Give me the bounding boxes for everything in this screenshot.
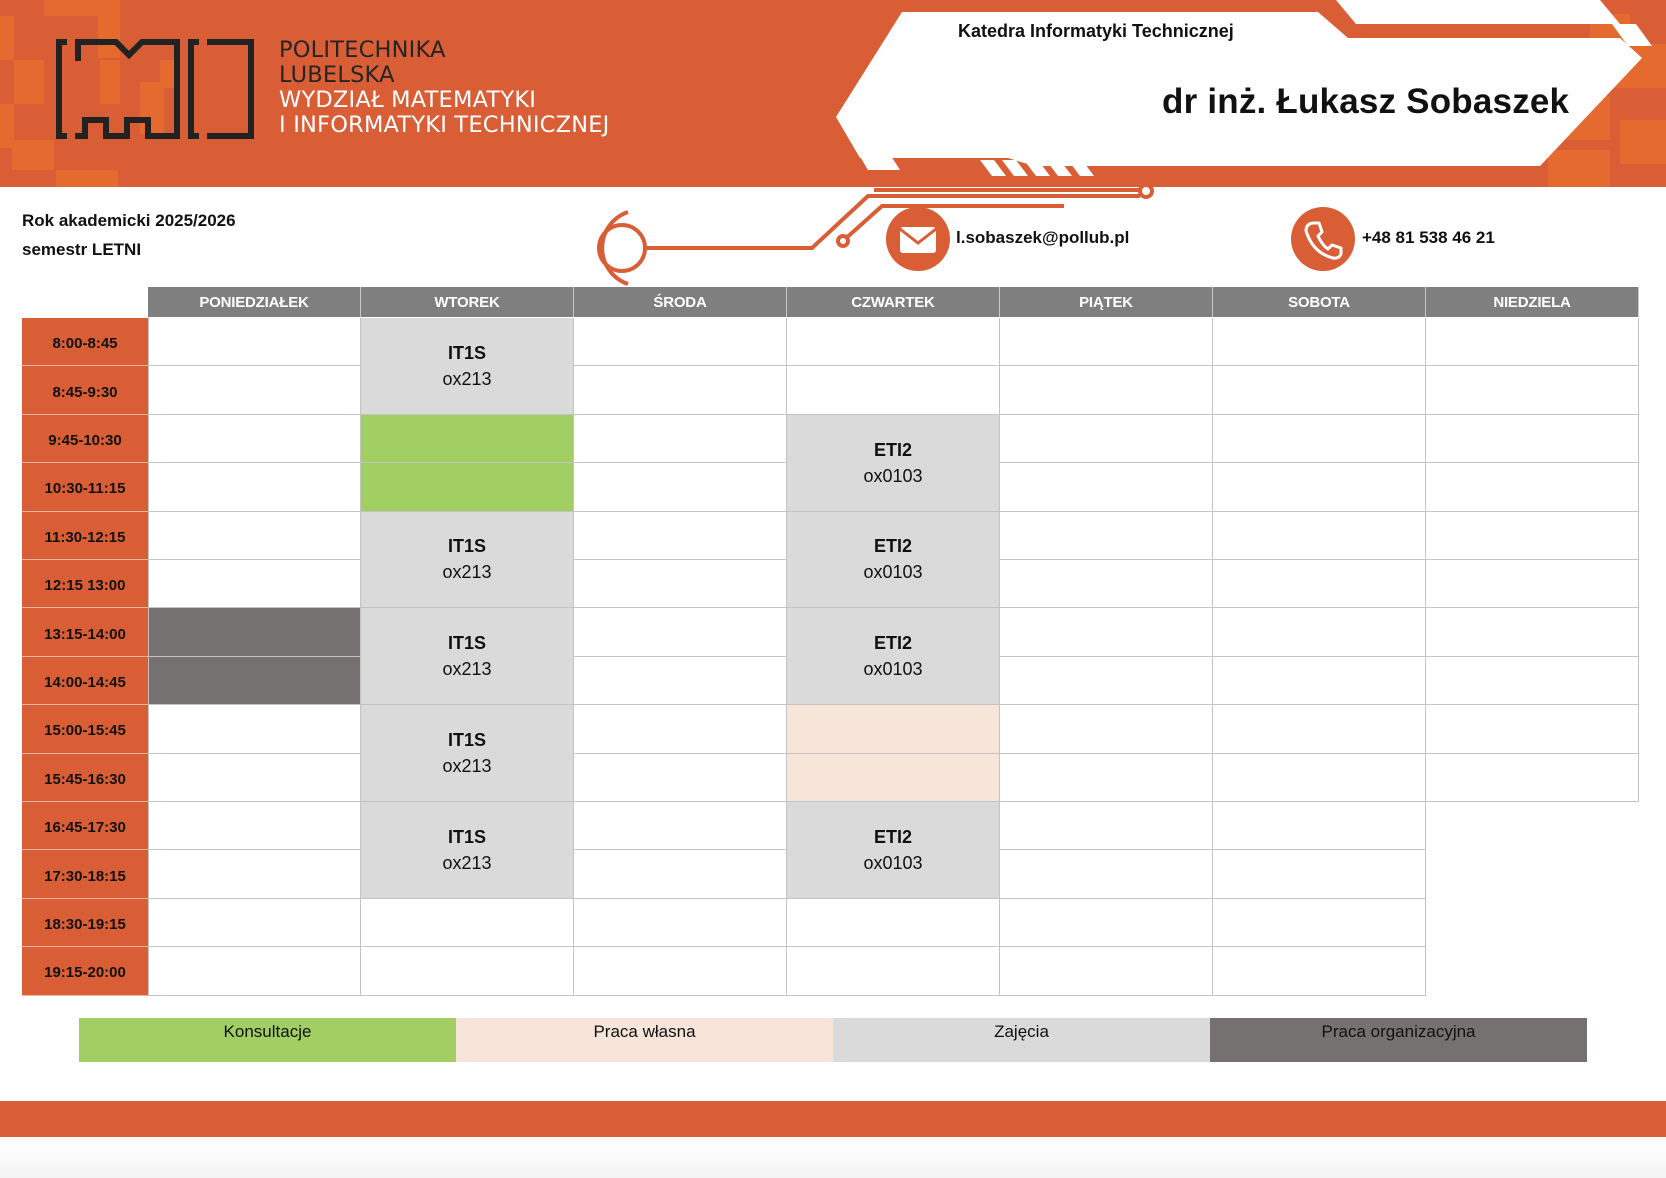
schedule-block-zajecia[interactable]	[361, 512, 574, 609]
class-room: ox213	[442, 756, 492, 777]
schedule-cell-empty[interactable]	[574, 415, 787, 463]
schedule-cell-empty[interactable]	[148, 560, 361, 608]
class-group: IT1S	[447, 633, 486, 654]
faculty-line-2: I INFORMATYKI TECHNICZNEJ	[279, 112, 610, 138]
schedule-cell-empty[interactable]	[574, 850, 787, 898]
schedule-cell-empty[interactable]	[1426, 657, 1639, 705]
schedule-cell-empty[interactable]	[1426, 366, 1639, 414]
schedule-cell-empty[interactable]	[574, 366, 787, 414]
schedule-cell-empty[interactable]	[574, 947, 787, 995]
time-slot-label: 19:15-20:00	[22, 947, 148, 995]
time-slot-label: 11:30-12:15	[22, 512, 148, 560]
schedule-cell-empty[interactable]	[1426, 463, 1639, 511]
schedule-cell-empty[interactable]	[148, 512, 361, 560]
class-group: IT1S	[447, 826, 486, 847]
schedule-cell-empty[interactable]	[1000, 318, 1213, 366]
schedule-block-konsultacje[interactable]	[361, 463, 574, 511]
faculty-line-1: WYDZIAŁ MATEMATYKI	[279, 87, 537, 113]
schedule-cell-empty[interactable]	[1426, 512, 1639, 560]
schedule-cell-empty[interactable]	[148, 802, 361, 850]
legend-item-praca-wlasna: Praca własna	[456, 1018, 833, 1062]
class-room: ox0103	[863, 562, 923, 583]
legend-item-konsultacje: Konsultacje	[79, 1018, 456, 1062]
time-slot-label: 8:45-9:30	[22, 366, 148, 414]
schedule-block-zajecia[interactable]	[361, 705, 574, 802]
day-header: ŚRODA	[574, 287, 787, 317]
schedule-cell-empty[interactable]	[361, 947, 574, 995]
phone-number: +48 81 538 46 21	[1362, 228, 1495, 247]
university-line-2: LUBELSKA	[279, 62, 395, 88]
schedule-cell-empty[interactable]	[1426, 754, 1639, 802]
time-slot-label: 17:30-18:15	[22, 850, 148, 898]
time-slot-label: 10:30-11:15	[22, 463, 148, 511]
time-slot-label: 9:45-10:30	[22, 415, 148, 463]
schedule-cell-empty[interactable]	[148, 318, 361, 366]
class-room: ox0103	[863, 659, 923, 680]
schedule-cell-empty[interactable]	[574, 657, 787, 705]
schedule-cell-empty[interactable]	[1426, 560, 1639, 608]
schedule-cell-empty[interactable]	[1000, 657, 1213, 705]
schedule-block-zajecia[interactable]	[787, 415, 1000, 512]
class-group: IT1S	[447, 536, 486, 557]
schedule-cell-empty[interactable]	[1213, 802, 1426, 850]
university-line-1: POLITECHNIKA	[279, 37, 446, 63]
time-slot-label: 16:45-17:30	[22, 802, 148, 850]
time-slot-label: 8:00-8:45	[22, 318, 148, 366]
schedule-cell-empty[interactable]	[1000, 366, 1213, 414]
legend	[79, 1018, 1587, 1062]
grid-divider	[148, 317, 149, 995]
schedule-cell-empty[interactable]	[148, 705, 361, 753]
class-room: ox213	[442, 562, 492, 583]
schedule-cell-empty[interactable]	[787, 318, 1000, 366]
class-room: ox0103	[863, 852, 923, 873]
schedule-cell-empty[interactable]	[787, 899, 1000, 947]
schedule-cell-empty[interactable]	[1426, 415, 1639, 463]
schedule-cell-empty[interactable]	[574, 802, 787, 850]
schedule-cell-empty[interactable]	[148, 754, 361, 802]
class-room: ox213	[442, 852, 492, 873]
day-header: CZWARTEK	[787, 287, 1000, 317]
schedule-cell-empty[interactable]	[148, 415, 361, 463]
schedule-cell-empty[interactable]	[574, 608, 787, 656]
schedule-cell-empty[interactable]	[148, 947, 361, 995]
legend-item-praca-organizacyjna: Praca organizacyjna	[1210, 1018, 1587, 1062]
schedule-cell-empty[interactable]	[1213, 366, 1426, 414]
schedule-cell-empty[interactable]	[1000, 705, 1213, 753]
schedule-table	[22, 287, 1642, 997]
schedule-cell-empty[interactable]	[574, 463, 787, 511]
schedule-block-zajecia[interactable]	[787, 802, 1000, 899]
schedule-cell-empty[interactable]	[1426, 318, 1639, 366]
time-slot-label: 15:45-16:30	[22, 754, 148, 802]
schedule-cell-empty[interactable]	[1213, 415, 1426, 463]
day-header: SOBOTA	[1213, 287, 1426, 317]
schedule-cell-empty[interactable]	[361, 899, 574, 947]
footer-band	[0, 1101, 1666, 1137]
phone-icon	[1291, 207, 1355, 271]
schedule-cell-empty[interactable]	[787, 947, 1000, 995]
schedule-block-praca-organizacyjna[interactable]	[148, 657, 361, 705]
footer-fade	[0, 1138, 1666, 1178]
schedule-cell-empty[interactable]	[1426, 705, 1639, 753]
schedule-cell-empty[interactable]	[574, 512, 787, 560]
schedule-cell-empty[interactable]	[574, 318, 787, 366]
day-header: PIĄTEK	[1000, 287, 1213, 317]
class-group: ETI2	[873, 439, 912, 460]
schedule-block-praca-wlasna[interactable]	[787, 705, 1000, 753]
schedule-cell-empty[interactable]	[1213, 754, 1426, 802]
time-slot-label: 15:00-15:45	[22, 705, 148, 753]
time-slot-label: 13:15-14:00	[22, 608, 148, 656]
schedule-cell-empty[interactable]	[1000, 560, 1213, 608]
class-group: ETI2	[873, 536, 912, 557]
schedule-cell-empty[interactable]	[574, 705, 787, 753]
schedule-cell-empty[interactable]	[1213, 463, 1426, 511]
email-link[interactable]: l.sobaszek@pollub.pl	[956, 228, 1130, 247]
schedule-cell-empty[interactable]	[1000, 802, 1213, 850]
class-group: ETI2	[873, 633, 912, 654]
class-room: ox0103	[863, 465, 923, 486]
schedule-cell-empty[interactable]	[1426, 608, 1639, 656]
schedule-block-zajecia[interactable]	[361, 318, 574, 415]
schedule-cell-empty[interactable]	[1213, 608, 1426, 656]
time-slot-label: 12:15 13:00	[22, 560, 148, 608]
schedule-cell-empty[interactable]	[1000, 899, 1213, 947]
schedule-block-praca-organizacyjna[interactable]	[148, 608, 361, 656]
schedule-cell-empty[interactable]	[148, 899, 361, 947]
schedule-cell-empty[interactable]	[1213, 850, 1426, 898]
schedule-cell-empty[interactable]	[787, 366, 1000, 414]
department-name: Katedra Informatyki Technicznej	[958, 21, 1234, 41]
schedule-block-zajecia[interactable]	[787, 608, 1000, 705]
schedule-cell-empty[interactable]	[574, 754, 787, 802]
schedule-cell-empty[interactable]	[148, 463, 361, 511]
schedule-cell-empty[interactable]	[1000, 947, 1213, 995]
day-header: WTOREK	[361, 287, 574, 317]
schedule-cell-empty[interactable]	[1000, 415, 1213, 463]
day-header: NIEDZIELA	[1426, 287, 1639, 317]
time-slot-label: 14:00-14:45	[22, 657, 148, 705]
schedule-cell-empty[interactable]	[148, 366, 361, 414]
academic-year: Rok akademicki 2025/2026	[22, 211, 236, 230]
schedule-cell-empty[interactable]	[1213, 657, 1426, 705]
schedule-cell-empty[interactable]	[1213, 899, 1426, 947]
schedule-cell-empty[interactable]	[1213, 947, 1426, 995]
class-group: ETI2	[873, 826, 912, 847]
schedule-block-zajecia[interactable]	[361, 802, 574, 899]
schedule-block-konsultacje[interactable]	[361, 415, 574, 463]
class-room: ox213	[442, 368, 492, 389]
class-room: ox213	[442, 659, 492, 680]
schedule-cell-empty[interactable]	[1000, 512, 1213, 560]
schedule-cell-empty[interactable]	[1000, 754, 1213, 802]
schedule-cell-empty[interactable]	[148, 850, 361, 898]
class-group: IT1S	[447, 342, 486, 363]
lecturer-name: dr inż. Łukasz Sobaszek	[1162, 82, 1570, 121]
schedule-block-zajecia[interactable]	[361, 608, 574, 705]
time-slot-label: 18:30-19:15	[22, 899, 148, 947]
schedule-cell-empty[interactable]	[1213, 560, 1426, 608]
schedule-cell-empty[interactable]	[1000, 463, 1213, 511]
schedule-cell-empty[interactable]	[1213, 512, 1426, 560]
schedule-cell-empty[interactable]	[1000, 850, 1213, 898]
schedule-cell-empty[interactable]	[1000, 608, 1213, 656]
schedule-cell-empty[interactable]	[574, 899, 787, 947]
day-header: PONIEDZIAŁEK	[148, 287, 361, 317]
schedule-cell-empty[interactable]	[1213, 705, 1426, 753]
legend-item-zajecia: Zajęcia	[833, 1018, 1210, 1062]
schedule-grid	[22, 287, 1642, 997]
schedule-block-praca-wlasna[interactable]	[787, 754, 1000, 802]
schedule-cell-empty[interactable]	[574, 560, 787, 608]
envelope-icon	[886, 207, 950, 271]
class-group: IT1S	[447, 730, 486, 751]
schedule-cell-empty[interactable]	[1213, 318, 1426, 366]
schedule-block-zajecia[interactable]	[787, 512, 1000, 609]
semester: semestr LETNI	[22, 240, 142, 259]
